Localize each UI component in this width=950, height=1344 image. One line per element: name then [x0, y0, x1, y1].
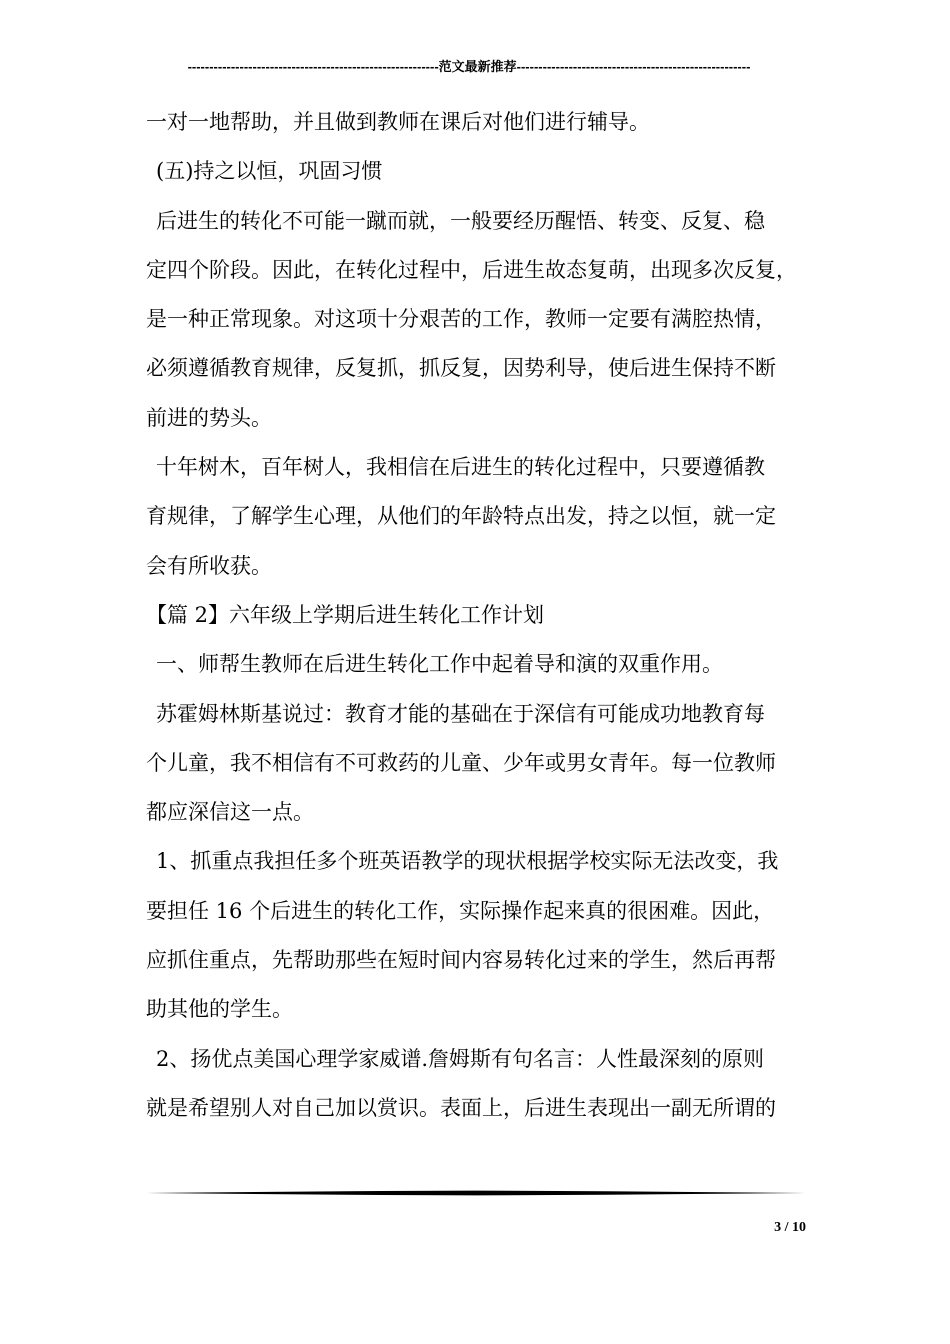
page-header: ----------------------------------------------------------范文最新推荐------------------------------------------------------	[187, 59, 751, 74]
body-line: 前进的势头。	[146, 405, 272, 430]
body-line: 2、扬优点美国心理学家威谱.詹姆斯有句名言：人性最深刻的原则	[156, 1046, 765, 1071]
body-line: 定四个阶段。因此，在转化过程中，后进生故态复萌，出现多次反复，	[146, 257, 797, 282]
body-line: 一对一地帮助，并且做到教师在课后对他们进行辅导。	[146, 110, 650, 134]
body-line: 育规律，了解学生心理，从他们的年龄特点出发，持之以恒，就一定	[146, 504, 776, 529]
section-heading: (五)持之以恒，巩固习惯	[156, 159, 383, 184]
body-line: 后进生的转化不可能一蹴而就，一般要经历醒悟、转变、反复、稳	[156, 208, 765, 233]
footer-divider	[146, 1190, 806, 1196]
body-line: 个儿童，我不相信有不可救药的儿童、少年或男女青年。每一位教师	[146, 750, 776, 775]
body-line: 就是希望别人对自己加以赏识。表面上，后进生表现出一副无所谓的	[146, 1095, 776, 1120]
body-line: 会有所收获。	[146, 553, 272, 578]
body-line: 要担任 16 个后进生的转化工作，实际操作起来真的很困难。因此，	[146, 898, 775, 923]
article-title: 【篇 2】六年级上学期后进生转化工作计划	[146, 602, 545, 627]
body-line: 助其他的学生。	[146, 997, 293, 1022]
body-line: 是一种正常现象。对这项十分艰苦的工作，教师一定要有满腔热情，	[146, 307, 776, 332]
page-number: 3 / 10	[774, 1220, 806, 1235]
section-heading: 一、师帮生教师在后进生转化工作中起着导和演的双重作用。	[156, 652, 723, 677]
body-line: 十年树木，百年树人，我相信在后进生的转化过程中，只要遵循教	[156, 455, 765, 480]
body-line: 应抓住重点，先帮助那些在短时间内容易转化过来的学生，然后再帮	[146, 948, 776, 973]
body-line: 都应深信这一点。	[146, 800, 314, 825]
body-line: 1、抓重点我担任多个班英语教学的现状根据学校实际无法改变，我	[156, 849, 779, 874]
document-body	[146, 98, 826, 1133]
body-line: 苏霍姆林斯基说过：教育才能的基础在于深信有可能成功地教育每	[156, 701, 765, 726]
body-line: 必须遵循教育规律，反复抓，抓反复，因势利导，使后进生保持不断	[146, 356, 776, 381]
